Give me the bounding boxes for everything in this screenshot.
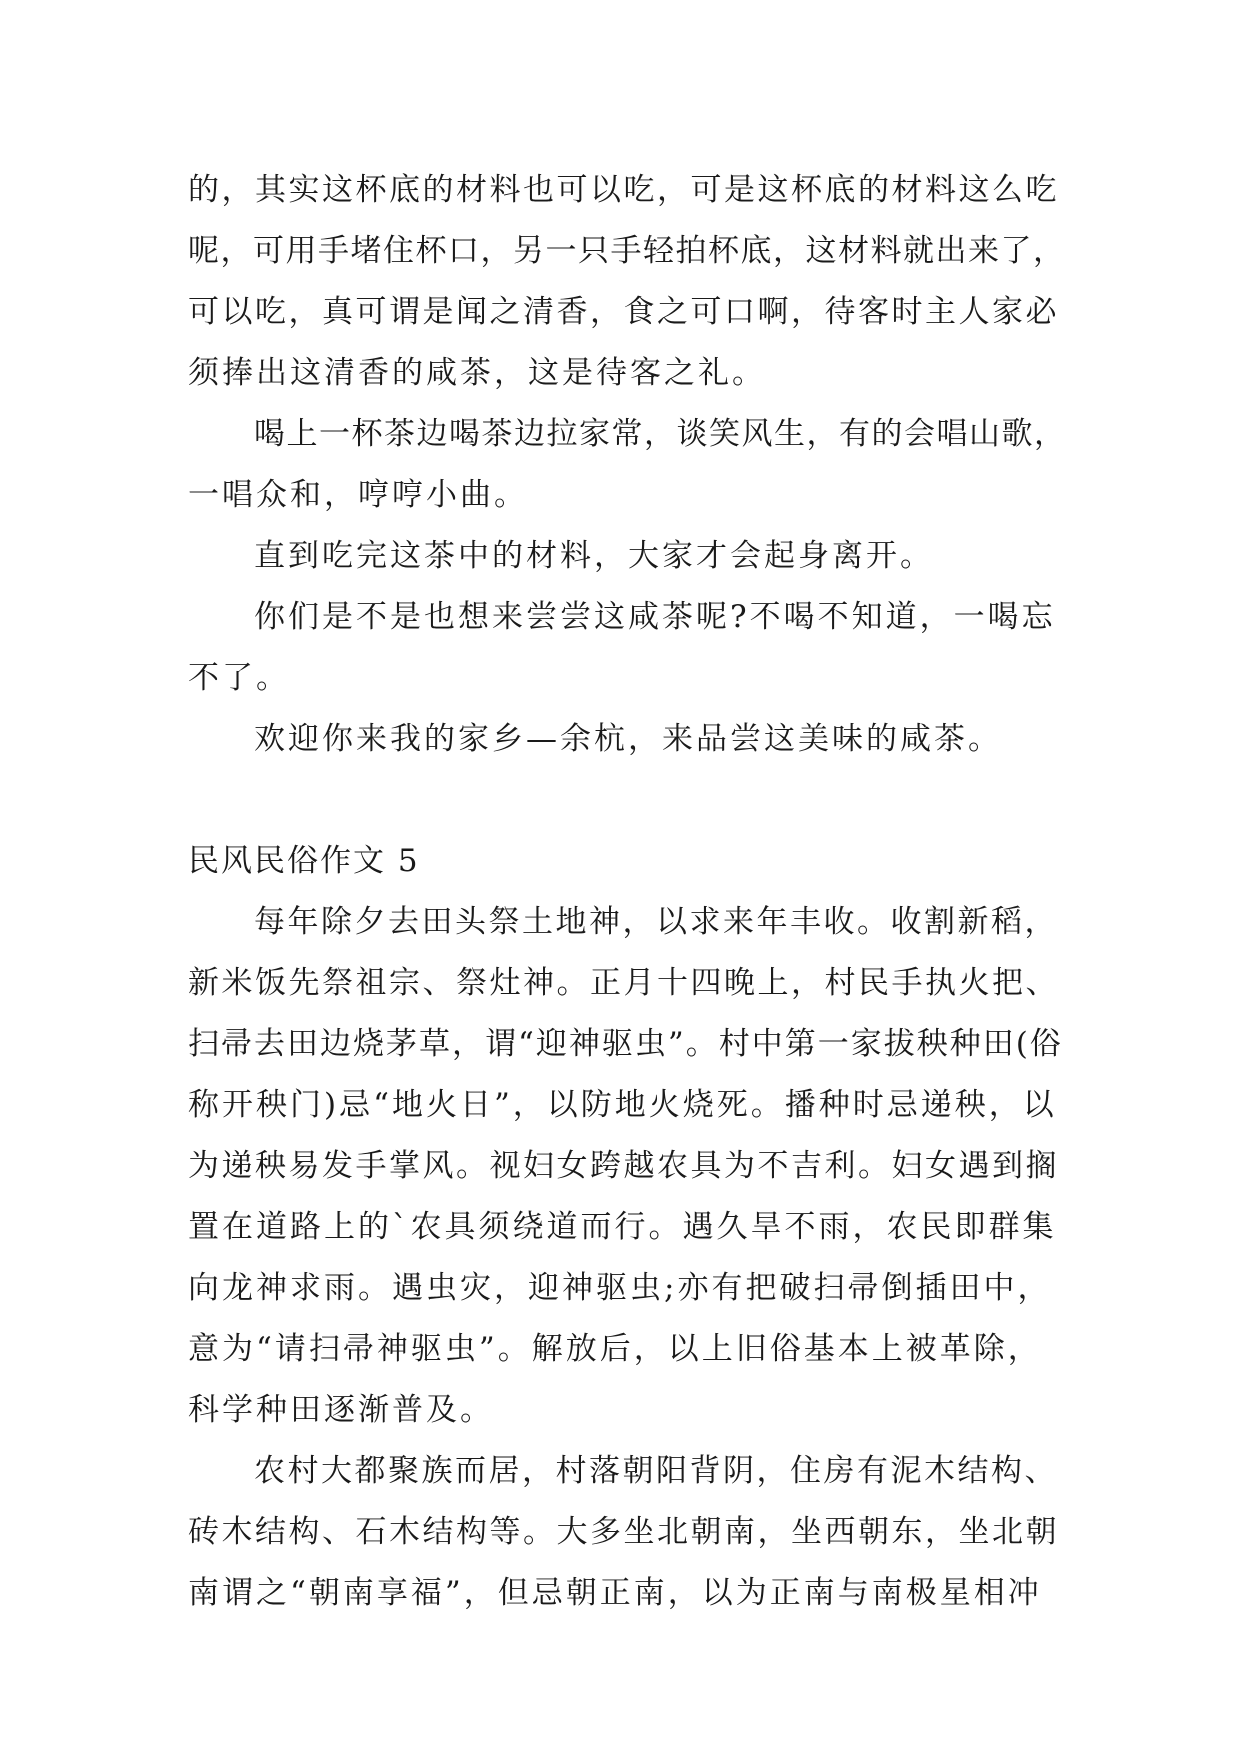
text-line: 向龙神求雨。遇虫灾，迎神驱虫;亦有把破扫帚倒插田中， xyxy=(188,1270,1052,1306)
text-line: 一唱众和，哼哼小曲。 xyxy=(188,477,528,513)
paragraph xyxy=(188,587,1058,709)
text-line: 新米饭先祭祖宗、祭灶神。正月十四晚上，村民手执火把、 xyxy=(188,965,1059,1001)
paragraph xyxy=(188,709,1058,770)
text-line: 喝上一杯茶边喝茶边拉家常，谈笑风生，有的会唱山歌， xyxy=(254,416,1067,452)
text-line: 为递秧易发手掌风。视妇女跨越农具为不吉利。妇女遇到搁 xyxy=(188,1148,1059,1184)
text-line: 每年除夕去田头祭土地神，以求来年丰收。收割新稻， xyxy=(254,904,1058,940)
paragraphs-bottom xyxy=(188,892,1063,1624)
text-line: 不了。 xyxy=(188,660,290,696)
paragraph xyxy=(188,404,1067,526)
paragraphs-top xyxy=(188,160,1067,770)
text-line: 你们是不是也想来尝尝这咸茶呢?不喝不知道，一喝忘 xyxy=(254,599,1056,635)
text-line: 须捧出这清香的咸茶，这是待客之礼。 xyxy=(188,355,766,391)
text-line: 南谓之“朝南享福”，但忌朝正南，以为正南与南极星相冲 xyxy=(188,1575,1042,1611)
section-heading: 民风民俗作文 5 xyxy=(188,843,420,879)
text-line: 呢，可用手堵住杯口，另一只手轻拍杯底，这材料就出来了， xyxy=(188,233,1066,269)
section-gap xyxy=(188,770,1058,831)
text-line: 称开秧门)忌“地火日”，以防地火烧死。播种时忌递秧，以 xyxy=(188,1087,1057,1123)
document-page xyxy=(188,160,1067,1624)
text-line: 砖木结构、石木结构等。大多坐北朝南，坐西朝东，坐北朝 xyxy=(188,1514,1059,1550)
text-line: 扫帚去田边烧茅草，谓“迎神驱虫”。村中第一家拔秧种田(俗 xyxy=(188,1026,1063,1062)
text-line: 的，其实这杯底的材料也可以吃，可是这杯底的材料这么吃 xyxy=(188,172,1059,208)
paragraph xyxy=(188,892,1063,1441)
text-line: 可以吃，真可谓是闻之清香，食之可口啊，待客时主人家必 xyxy=(188,294,1059,330)
text-line: 欢迎你来我的家乡—余杭，来品尝这美味的咸茶。 xyxy=(254,721,1002,757)
text-line: 意为“请扫帚神驱虫”。解放后，以上旧俗基本上被革除， xyxy=(188,1331,1042,1367)
text-line: 农村大都聚族而居，村落朝阳背阴，住房有泥木结构、 xyxy=(254,1453,1058,1489)
paragraph xyxy=(188,526,1058,587)
paragraph xyxy=(188,160,1066,404)
text-line: 科学种田逐渐普及。 xyxy=(188,1392,494,1428)
paragraph xyxy=(188,1441,1058,1624)
text-line: 置在道路上的`农具须绕道而行。遇久旱不雨，农民即群集 xyxy=(188,1209,1057,1245)
text-line: 直到吃完这茶中的材料，大家才会起身离开。 xyxy=(254,538,934,574)
